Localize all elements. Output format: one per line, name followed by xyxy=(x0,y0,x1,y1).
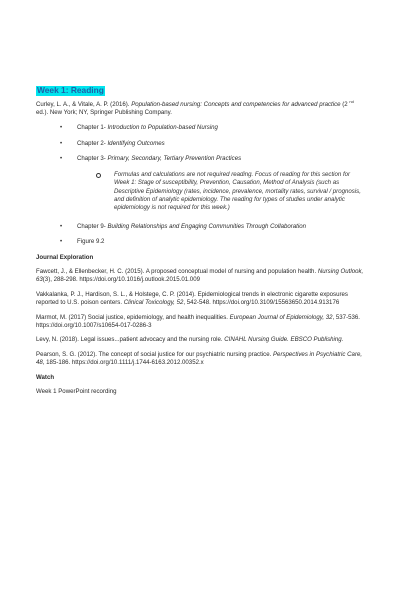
list-item xyxy=(36,124,366,132)
list-item xyxy=(36,238,366,246)
document-content xyxy=(36,86,366,396)
reference-levy xyxy=(36,336,366,344)
reference-fawcett xyxy=(36,268,366,285)
reference-details: , 542-548. https://doi.org/10.3109/15563650.2014.913176 xyxy=(183,299,340,307)
reference-text: Fawcett, J., & Ellenbecker, H. C. (2015). A proposed conceptual model of nursing and population health. xyxy=(36,267,318,275)
reference-journal: European Journal of Epidemiology, 32 xyxy=(229,313,333,321)
reference-journal: Nursing Outlook, 63 xyxy=(36,267,364,284)
journal-section-title: Journal Exploration xyxy=(36,253,94,261)
bullet-icon: • xyxy=(60,239,63,246)
page-title: Week 1: Reading xyxy=(37,85,104,95)
reference-text: Levy, N. (2018). Legal issues...patient advocacy and the nursing role. xyxy=(36,336,225,344)
chapter-prefix: Chapter 1- xyxy=(77,124,108,132)
reference-details: , 537-536. https://doi.org/10.1007/s10654-017-0286-3 xyxy=(36,313,360,329)
citation-authors: Curley, L. A., & Vitale, A. P. (2016). xyxy=(36,100,132,108)
list-item xyxy=(36,140,366,148)
bullet-icon: • xyxy=(60,125,63,132)
reference-details: (3), 288-298. https://doi.org/10.1016/j.outlook.2015.01.009 xyxy=(42,276,200,284)
chapter3-note-text: Formulas and calculations are not required reading. Focus of reading for this section for Week 1: Stage of susceptibility, Prevention, Causation, Method of Analysis (such as Descriptive Epidemiology (rates, incidence, prevalence, mortality rates, survival / prognosis, and definition of analytic epidemiology. The reading for types of studies under analytic epidemiology is not required for this week.) xyxy=(114,170,361,212)
chapter-list-2 xyxy=(36,223,366,247)
textbook-citation xyxy=(36,98,366,118)
chapter-title: Introduction to Population-based Nursing xyxy=(107,124,218,132)
reference-journal: Perspectives in Psychiatric Care, 48 xyxy=(36,350,363,367)
citation-edition-post: ed.). New York; NY, Springer Publishing Company. xyxy=(36,109,172,117)
watch-section-title: Watch xyxy=(36,373,55,381)
reference-text: Pearson, S. G. (2012). The concept of social justice for our psychiatric nursing practice. xyxy=(36,350,273,358)
citation-title: Population-based nursing: Concepts and competencies for advanced practice xyxy=(131,100,341,108)
chapter-prefix: Chapter 3- xyxy=(77,155,108,163)
reference-pearson xyxy=(36,351,366,368)
reference-journal: CINAHL Nursing Guide. EBSCO Publishing. xyxy=(224,336,344,344)
citation-edition-pre: (2 xyxy=(340,100,350,108)
bullet-icon: • xyxy=(60,140,63,147)
watch-item: Week 1 PowerPoint recording xyxy=(36,388,117,395)
hollow-bullet-icon xyxy=(96,173,101,178)
chapter-title: Primary, Secondary, Tertiary Prevention Practices xyxy=(107,155,242,163)
chapter-prefix: Chapter 2- xyxy=(77,139,108,147)
chapter-title: Building Relationships and Engaging Communities Through Collaboration xyxy=(107,222,306,230)
bullet-icon: • xyxy=(60,223,63,230)
citation-edition-sup: nd xyxy=(349,98,354,104)
list-item xyxy=(36,223,366,231)
reference-text: Vakkalanka, P. J., Hardison, S. L., & Holstege, C. P. (2014). Epidemiological trends in electronic cigarette exposures reported to U.S. poison centers. xyxy=(36,290,348,307)
chapter3-note xyxy=(36,171,366,213)
reference-journal: Clinical Toxicology, 52 xyxy=(123,299,184,307)
bullet-icon: • xyxy=(60,156,63,163)
chapter-prefix: Chapter 9- xyxy=(77,222,108,230)
reference-text: Marmot, M. (2017) Social justice, epidemiology, and health inequalities. xyxy=(36,313,230,321)
reference-details: , 185-186. https://doi.org/10.1111/j.1744-6163.2012.00352.x xyxy=(42,359,204,367)
chapter-title: Identifying Outcomes xyxy=(107,139,165,147)
list-item xyxy=(36,155,366,163)
reference-vakkalanka xyxy=(36,291,366,308)
figure-label: Figure 9.2 xyxy=(77,238,105,246)
chapter-list xyxy=(36,124,366,163)
reference-marmot xyxy=(36,314,366,331)
